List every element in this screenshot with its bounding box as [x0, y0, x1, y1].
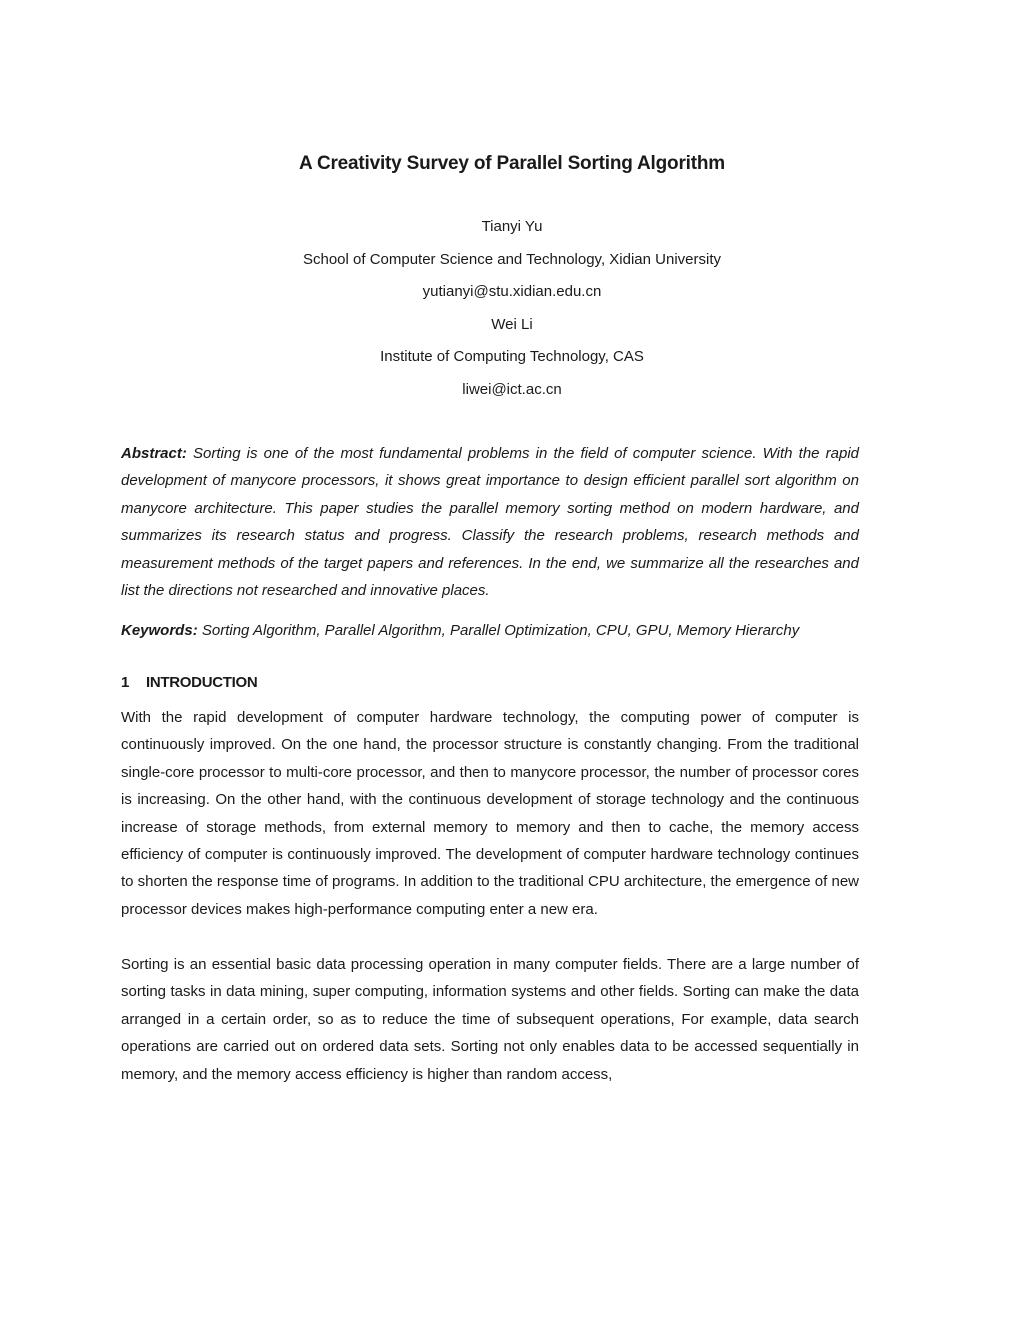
paper-title: A Creativity Survey of Parallel Sorting Algorithm [299, 153, 725, 174]
keywords-text: Sorting Algorithm, Parallel Algorithm, Parallel Optimization, CPU, GPU, Memory Hierarchy [201, 622, 800, 639]
section-heading [121, 674, 257, 691]
author-email-1: yutianyi@stu.xidian.edu.cn [422, 283, 602, 300]
abstract [121, 440, 859, 604]
author-affiliation-1: School of Computer Science and Technology, Xidian University [302, 251, 721, 268]
abstract-label: Abstract: [121, 445, 187, 462]
author-affiliation-2: Institute of Computing Technology, CAS [380, 348, 644, 365]
section-title: INTRODUCTION [146, 674, 258, 691]
section-number: 1 [121, 674, 130, 691]
paragraph-text: Sorting is an essential basic data processing operation in many computer fields. There are a large number of sorting tasks in data mining, super computing, information systems and other fields. Sorting can make the data arranged in a certain order, so as to reduce the time of subsequent operations, For example, data search operations are carried out on ordered data sets. Sorting not only enables data to be accessed sequentially in memory, and the memory access efficiency is higher than random access, [121, 956, 859, 1083]
introduction-paragraph-1 [121, 704, 859, 923]
author-email-2: liwei@ict.ac.cn [462, 381, 562, 398]
introduction-paragraph-2 [121, 951, 859, 1088]
keywords-label: Keywords: [121, 622, 198, 639]
paragraph-text: With the rapid development of computer hardware technology, the computing power of computer is continuously improved. On the one hand, the processor structure is constantly changing. From the traditional single-core processor to multi-core processor, and then to manycore processor, the number of processor cores is increasing. On the other hand, with the continuous development of storage technology and the continuous increase of storage methods, from external memory to memory and then to cache, the memory access efficiency of computer is continuously improved. The development of computer hardware technology continues to shorten the response time of programs. In addition to the traditional CPU architecture, the emergence of new processor devices makes high-performance computing enter a new era. [121, 709, 859, 918]
author-name-1: Tianyi Yu [481, 218, 543, 235]
keywords [121, 617, 859, 644]
author-name-2: Wei Li [491, 316, 533, 333]
abstract-text: Sorting is one of the most fundamental problems in the field of computer science. With the rapid development of manycore processors, it shows great importance to design efficient parallel sort algorithm on manycore architecture. This paper studies the parallel memory sorting method on modern hardware, and summarizes its research status and progress. Classify the research problems, research methods and measurement methods of the target papers and references. In the end, we summarize all the researches and list the directions not researched and innovative places. [121, 445, 859, 600]
